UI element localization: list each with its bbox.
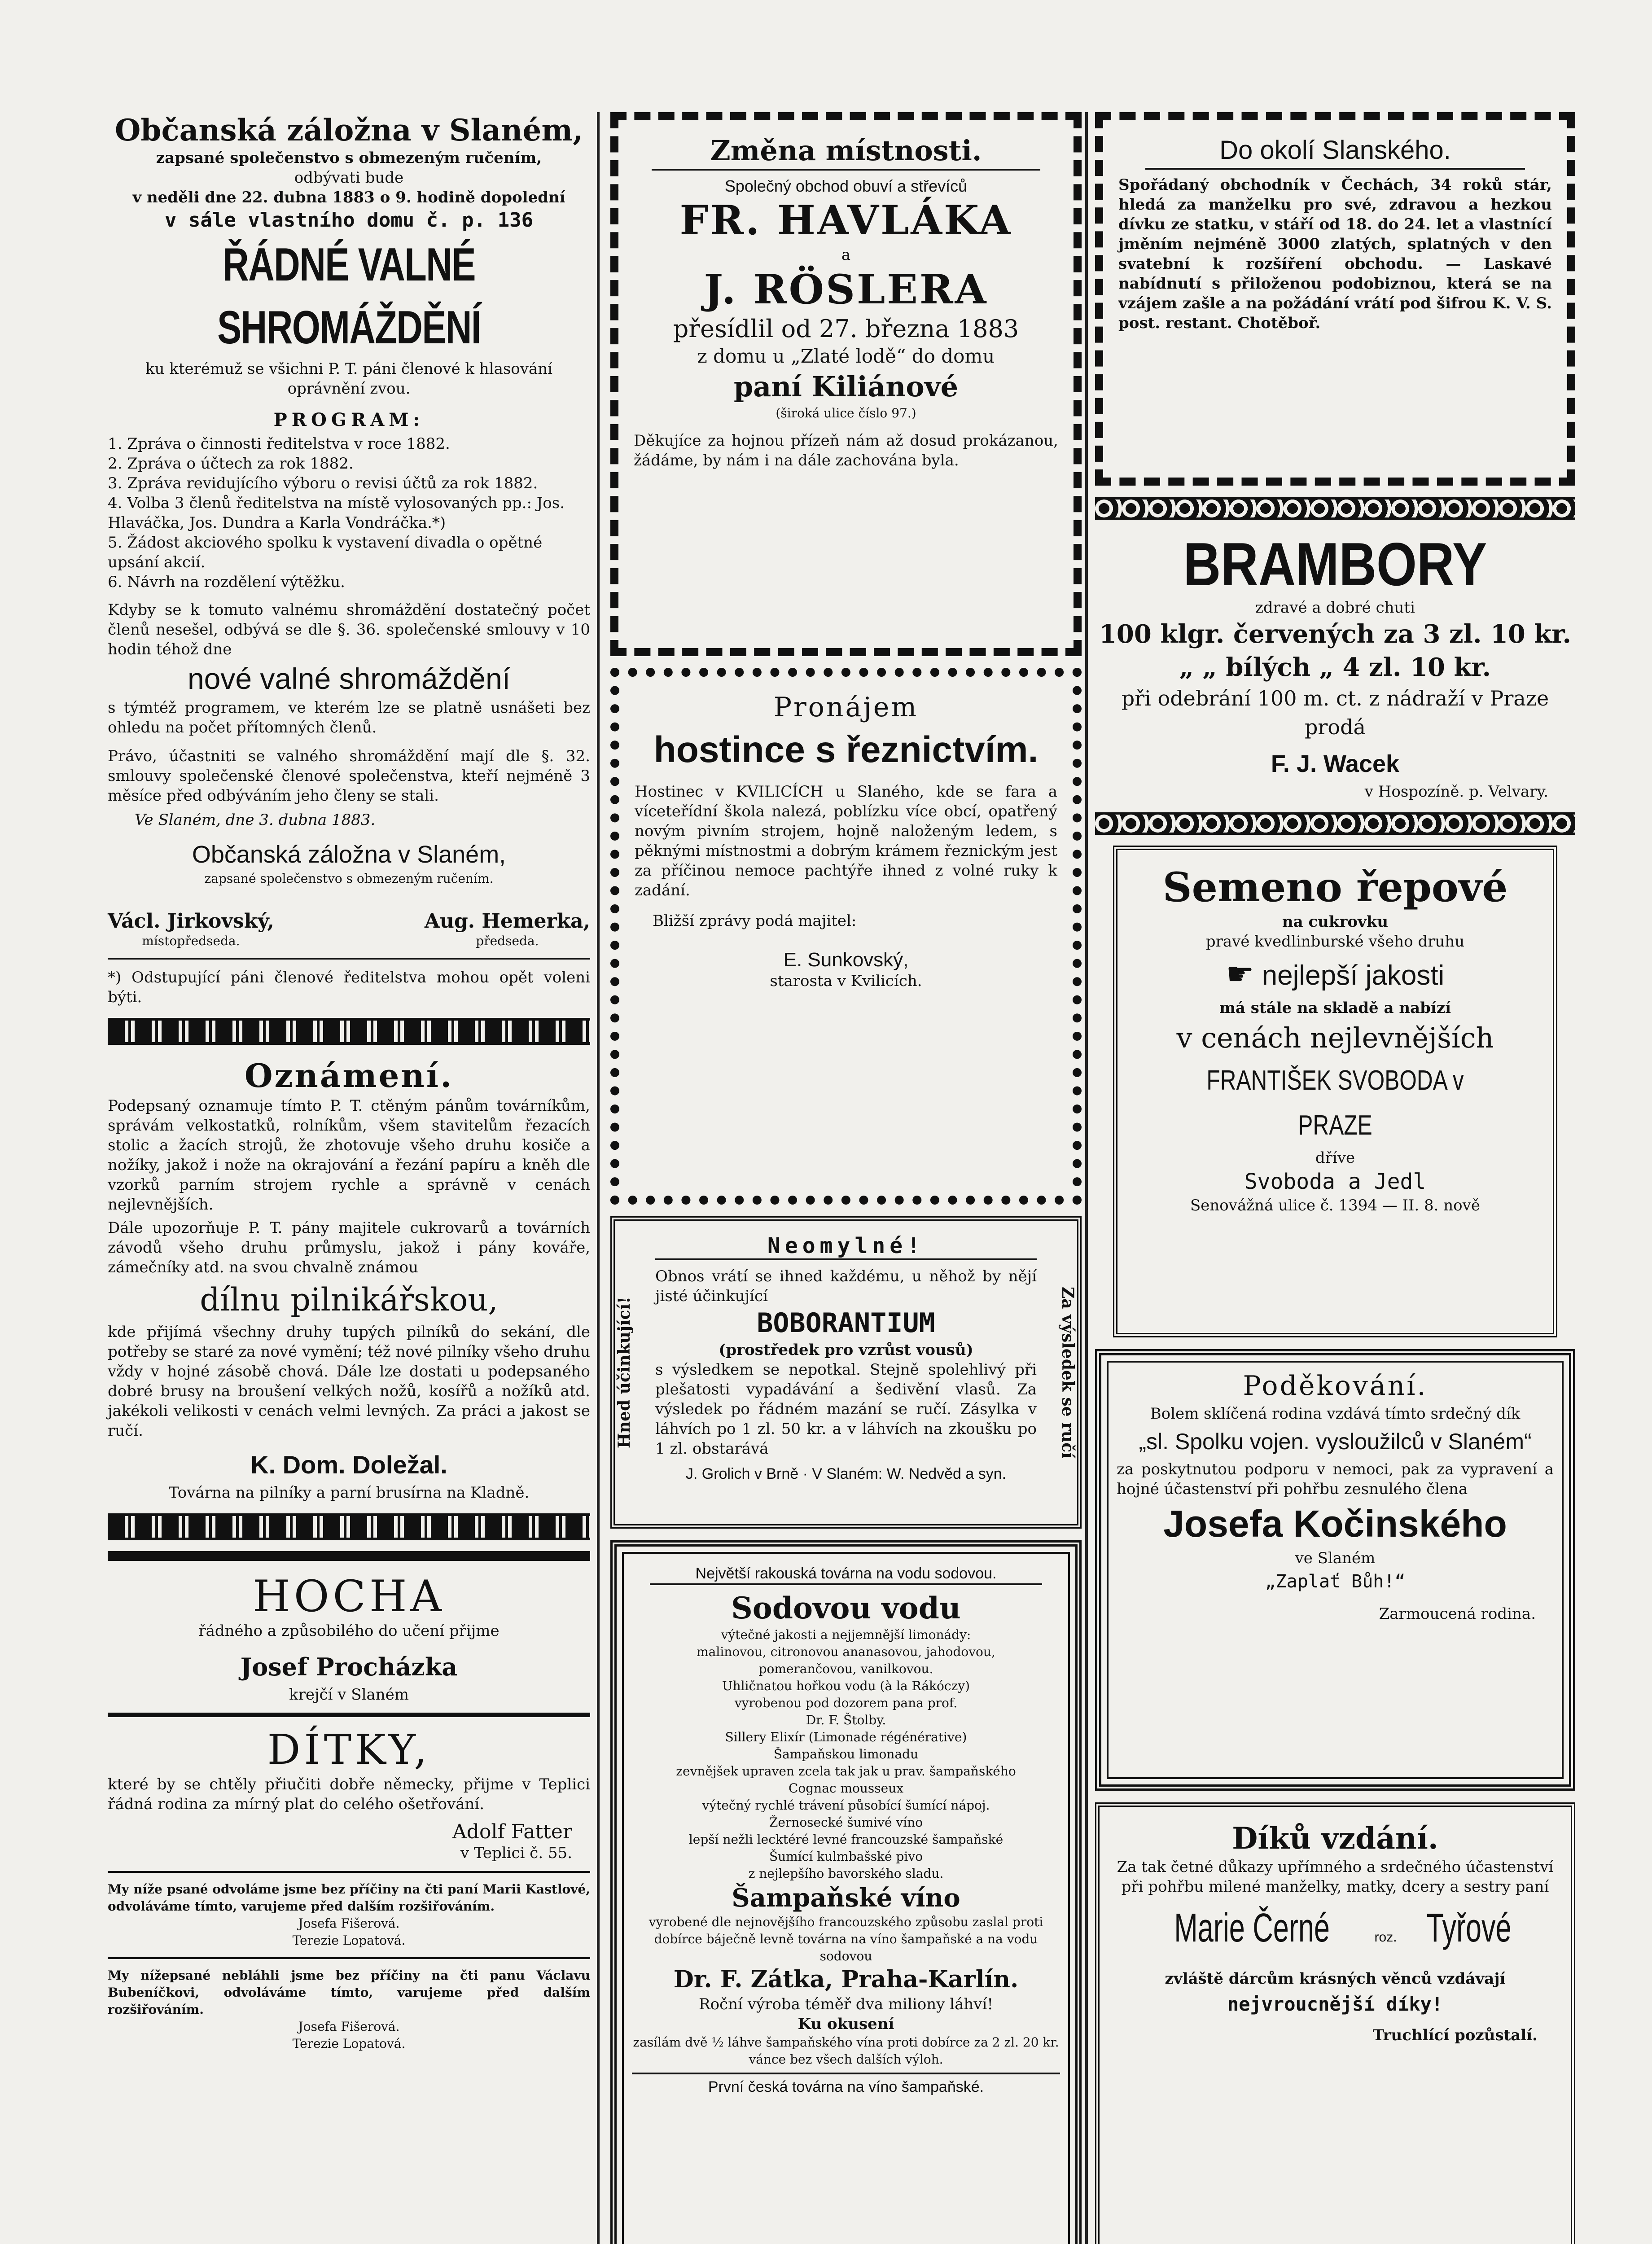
ad-society: „sl. Spolku vojen. vysloužilců v Slaném“ bbox=[1139, 1429, 1532, 1454]
ad-headline: nejvroucnější díky! bbox=[1227, 1993, 1443, 2015]
ad-place: ve Slaném bbox=[1295, 1549, 1376, 1567]
product-line: Uhličnatou hořkou vodu (à la Rákóczy) bbox=[722, 1679, 970, 1693]
product-line: pomerančovou, vanilkovou. bbox=[758, 1661, 933, 1676]
product-line: malinovou, citronovou ananasovou, jahodovou, bbox=[697, 1644, 995, 1659]
ad-name: J. RÖSLERA bbox=[704, 266, 988, 313]
notice-text: My níže psané odvoláme jsme bez příčiny na čti paní Marii Kastlové, odvoláváme tímto, varujeme před dalším rozšiřováním. bbox=[108, 1882, 590, 1914]
ad-text: kde přijímá všechny druhy tupých pilníků do sekání, dle potřeby se staré za nové vymění; též nové pilníky všeho druhu vždy v hojné zásobě chová. Dále lze dostati u podepsaného dobré brusy na broušení velkých nožů, kosířů a nožíků atd. jakékoli velikosti v cenách velmi levných. Za práci a jakost se ručí. bbox=[108, 1323, 590, 1440]
ad-text: zvláště dárcům krásných věnců vzdávají bbox=[1165, 1970, 1506, 1988]
signature-name: Terezie Lopatová. bbox=[292, 2036, 406, 2051]
ornament-border bbox=[108, 1513, 590, 1540]
notice-text: My nížepsané nebláhli jsme bez příčiny na čti panu Václavu Bubeníčkovi, odvoláváme tímto, varujeme před dalším rozšiřováním. bbox=[108, 1968, 590, 2017]
ad-name: K. Dom. Doležal. bbox=[250, 1451, 447, 1479]
notice-new-meeting: nové valné shromáždění bbox=[187, 662, 511, 695]
ad-subtitle: Ku okusení bbox=[798, 2015, 894, 2033]
oznameni-ad bbox=[108, 1056, 590, 1503]
program-item: 5. Žádost akciového spolku k vystavení divadla o opětné upsání akcií. bbox=[108, 534, 543, 571]
ad-text: za poskytnutou podporu v nemoci, pak za vypravení a hojné účastenství při pohřbu zesnulého člena bbox=[1117, 1460, 1554, 1498]
ad-address: (široká ulice číslo 97.) bbox=[776, 406, 916, 421]
program-item: 2. Zpráva o účtech za rok 1882. bbox=[108, 455, 354, 473]
okoli-ad bbox=[1095, 112, 1575, 486]
zmena-ad bbox=[610, 112, 1082, 656]
sodovka-ad bbox=[610, 1540, 1082, 2244]
ad-title: Poděkování. bbox=[1243, 1370, 1428, 1402]
ad-banner: Největší rakouská továrna na vodu sodovou. bbox=[650, 1564, 1042, 1585]
ad-address: krejčí v Slaném bbox=[289, 1686, 409, 1704]
ad-subtitle: Společný obchod obuví a střevíců bbox=[724, 177, 968, 195]
product-line: Žernosecké šumivé víno bbox=[769, 1815, 923, 1830]
ad-footer: První česká továrna na víno šampaňské. bbox=[632, 2073, 1060, 2097]
notice-headline: ŘÁDNÉ VALNÉ SHROMÁŽDĚNÍ bbox=[217, 239, 481, 354]
ad-address: v Teplici č. 55. bbox=[460, 1844, 572, 1862]
ornament-border bbox=[1095, 497, 1575, 520]
product-line: zevnějšek upraven zcela tak jak u prav. šampaňského bbox=[676, 1764, 1016, 1779]
ad-text: má stále na skladě a nabízí bbox=[1219, 999, 1451, 1017]
signature-name: Václ. Jirkovský, bbox=[108, 910, 274, 933]
notice-paragraph: Kdyby se k tomuto valnému shromáždění dostatečný počet členů nesešel, odbývá se dle §. 36. společenské smlouvy v 10 hodin téhož dne bbox=[108, 601, 590, 658]
notice-dateline: Ve Slaném, dne 3. dubna 1883. bbox=[135, 811, 376, 829]
ad-name: Tyřové bbox=[1426, 1906, 1512, 1950]
program-label: PROGRAM: bbox=[273, 409, 425, 430]
signature-name: Terezie Lopatová. bbox=[292, 1933, 406, 1948]
signature-title: Občanská záložna v Slaném, bbox=[192, 841, 506, 868]
notice-title: Občanská záložna v Slaném, bbox=[114, 113, 583, 148]
ad-title: Šampaňské víno bbox=[732, 1883, 960, 1913]
ad-name: Josef Procházka bbox=[240, 1652, 458, 1681]
program-item: 1. Zpráva o činnosti ředitelstva v roce 1882. bbox=[108, 435, 450, 453]
ad-text: roz. bbox=[1374, 1930, 1397, 1945]
ad-text: zasílám dvě ½ láhve šampaňského vína proti dobírce za 2 zl. 20 kr. vánce bez všech dalších výloh. bbox=[633, 2035, 1059, 2067]
ad-name: FRANTIŠEK SVOBODA v PRAZE bbox=[1206, 1065, 1464, 1141]
ad-title: BRAMBORY bbox=[1183, 530, 1487, 598]
ad-subtitle: (prostředek pro vzrůst vousů) bbox=[719, 1341, 973, 1359]
product-line: výtečné jakosti a nejjemnější limonády: bbox=[721, 1627, 971, 1642]
ad-motto: „Zaplať Bůh!“ bbox=[1265, 1571, 1406, 1592]
ad-name: E. Sunkovský, bbox=[783, 949, 909, 971]
ad-text: při odebrání 100 m. ct. z nádraží v Praze bbox=[1121, 686, 1549, 710]
assembly-notice bbox=[108, 112, 590, 1007]
price-line: 100 klgr. červených za 3 zl. 10 kr. bbox=[1099, 619, 1572, 649]
semeno-ad bbox=[1113, 846, 1557, 1337]
column-right bbox=[1095, 112, 1575, 2244]
ad-address: v Hospozíně. p. Velvary. bbox=[1364, 783, 1548, 801]
program-list bbox=[108, 434, 590, 592]
ad-name: FR. HAVLÁKA bbox=[679, 197, 1012, 244]
column-left bbox=[108, 112, 590, 2052]
column-rule bbox=[1085, 112, 1088, 2244]
ad-text: Děkujíce za hojnou přízeň nám až dosud prokázanou, žádáme, by nám i na dále zachována byla. bbox=[634, 432, 1058, 469]
program-item: 3. Zpráva revidujícího výboru o revisi účtů za rok 1882. bbox=[108, 474, 538, 492]
ad-text: Bolem sklíčená rodina vzdává tímto srdečný dík bbox=[1150, 1405, 1521, 1423]
ad-headline: hostince s řeznictvím. bbox=[653, 729, 1039, 770]
pronajem-ad bbox=[610, 668, 1082, 1205]
ad-firm: Svoboda a Jedl bbox=[1244, 1169, 1426, 1194]
ad-headline: dílnu pilnikářskou, bbox=[200, 1281, 498, 1318]
signature-name: Josefa Fišerová. bbox=[298, 1916, 400, 1931]
ad-text: Spořádaný obchodník v Čechách, 34 roků stár, hledá za manželku pro své, zdravou a hezkou dívku ze statku, v stáří od 18. do 24. let a vlastnící jměním nejméně 3000 zlatých, splatných v den svatební k rozšíření obchodu. — Laskavé nabídnutí s přiloženou podobiznou, která se na vzájem zašle a na požádání vrátí pod šifrou K. V. S. post. restant. Chotěboř. bbox=[1118, 176, 1552, 332]
ad-text: Obnos vrátí se ihned každému, u něhož by nějí jisté účinkující bbox=[655, 1267, 1037, 1305]
ad-text: řádného a způsobilého do učení přijme bbox=[198, 1622, 500, 1640]
ad-role: starosta v Kvilicích. bbox=[770, 972, 922, 990]
ad-product: BOBORANTIUM bbox=[757, 1307, 935, 1339]
ad-text: Podepsaný oznamuje tímto P. T. ctěným pánům továrníkům, správám velkostatků, rolníkům, všem stavitelům řezacích stolic a žacích strojů, že zhotovuje všeho druhu kosiče a nožíky, jakož i nože na okrajování a řezání papíru a kněh dle vzorků parním strojem rychle a správně v cenách nejlevnějších. bbox=[108, 1097, 590, 1214]
ad-text: s výsledkem se nepotkal. Stejně spolehlivý při plešatosti vypadávání a šedivění vlasů. Za výsledek po řádném mazání se ručí. Zásylka v láhvích po 1 zl. 50 kr. a v láhvích na zkoušku po 1 zl. obstarává bbox=[655, 1361, 1037, 1458]
ad-text: přesídlil od 27. března 1883 bbox=[673, 315, 1019, 343]
ad-text: Roční výroba téměř dva miliony láhví! bbox=[699, 1995, 993, 2013]
brambory-ad bbox=[1095, 530, 1575, 802]
ad-place: paní Kiliánové bbox=[733, 370, 959, 403]
apology-notice bbox=[108, 1881, 590, 1949]
boborantium-ad bbox=[610, 1216, 1082, 1529]
ad-signature: Zarmoucená rodina. bbox=[1379, 1605, 1536, 1623]
ad-name: Marie Černé bbox=[1174, 1906, 1330, 1950]
ad-name: Josefa Kočinského bbox=[1163, 1503, 1507, 1545]
signature-role: místopředseda. bbox=[142, 934, 240, 948]
ad-title: Pronájem bbox=[773, 692, 919, 723]
rule bbox=[108, 1551, 590, 1561]
ad-headline: v cenách nejlevnějších bbox=[1176, 1021, 1494, 1054]
ad-title: Semeno řepové bbox=[1162, 863, 1508, 911]
column-middle bbox=[610, 112, 1082, 2244]
notice-text: odbývati bude bbox=[294, 169, 404, 187]
program-item: 6. Návrh na rozdělení výtěžku. bbox=[108, 573, 345, 591]
notice-paragraph: Právo, účastniti se valného shromáždění mají dle §. 32. smlouvy společenské členové společenstva, kteří nejméně 3 měsíce před odbýváním jeho členy se stali. bbox=[108, 747, 590, 805]
signature-name: Josefa Fišerová. bbox=[298, 2019, 400, 2034]
ad-text: Za tak četné důkazy upřímného a srdečného účastenství při pohřbu milené manželky, matky, dcery a sestry paní bbox=[1117, 1858, 1554, 1896]
notice-subtitle: zapsané společenstvo s obmezeným ručením, bbox=[156, 149, 542, 167]
ad-text: vyrobené dle nejnovějšího francouzského způsobu zaslal proti dobírce báječně levně továrna na víno šampaňské a na vodu sodovou bbox=[649, 1915, 1043, 1964]
ad-address: Továrna na pilníky a parní brusírna na Kladně. bbox=[168, 1484, 530, 1502]
footnote: *) Odstupující páni členové ředitelstva mohou opět voleni býti. bbox=[108, 969, 590, 1006]
ad-text: prodá bbox=[1304, 715, 1366, 739]
product-list bbox=[632, 1626, 1060, 1882]
signature-role: předseda. bbox=[476, 934, 539, 948]
product-line: Cognac mousseux bbox=[788, 1781, 904, 1796]
product-line: Sillery Elixír (Limonade régénérative) bbox=[725, 1730, 967, 1744]
product-line: Šumící kulmbašské pivo bbox=[769, 1849, 923, 1864]
ad-banner: Neomylné! bbox=[655, 1233, 1037, 1260]
ad-title: Do okolí Slanského. bbox=[1145, 133, 1525, 170]
side-text: Hned účinkující! bbox=[615, 1297, 634, 1448]
diky-ad bbox=[1095, 1802, 1575, 2244]
ad-text: a bbox=[841, 246, 851, 264]
ad-title: Sodovou vodu bbox=[731, 1591, 961, 1626]
ad-text: Dále upozorňuje P. T. pány majitele cukrovarů a továrních závodů všeho druhu průmyslu, jakož i pány kováře, zámečníky atd. na svou chvalně známou bbox=[108, 1219, 590, 1276]
ad-text: Bližší zprávy podá majitel: bbox=[653, 912, 857, 930]
notice-date: v neděli dne 22. dubna 1883 o 9. hodině dopolední bbox=[132, 188, 565, 206]
pointing-hand-icon: ☛ bbox=[1226, 956, 1254, 991]
ad-name: Dr. F. Zátka, Praha-Karlín. bbox=[673, 1966, 1019, 1993]
ad-title: Díků vzdání. bbox=[1232, 1821, 1438, 1856]
product-line: z nejlepšího bavorského sladu. bbox=[748, 1866, 944, 1881]
program-item: 4. Volba 3 členů ředitelstva na místě vylosovaných pp.: Jos. Hlaváčka, Jos. Dundra a Karla Vondráčka.*) bbox=[108, 494, 565, 532]
notice-venue: v sále vlastního domu č. p. 136 bbox=[164, 209, 534, 232]
signature-name: Aug. Hemerka, bbox=[424, 910, 590, 933]
ad-sellers: J. Grolich v Brně · V Slaném: W. Nedvěd a syn. bbox=[685, 1465, 1007, 1482]
product-line: výtečný rychlé trávení působící šumící nápoj. bbox=[702, 1798, 990, 1813]
ad-title: Oznámení. bbox=[244, 1056, 454, 1095]
product-line: vyrobenou pod dozorem pana prof. bbox=[734, 1696, 958, 1710]
ad-text: Hostinec v KVILICÍCH u Slaného, kde se fara a víceteřídní škola nalezá, poblízku více obcí, opatřený novým pivním strojem, hojně naloženým ledem, s pěknými místnostmi a dobrým krámem řeznickým jest za příčinou nemoce pachtýře ihned z volné ruky k zadání. bbox=[635, 783, 1057, 899]
ditky-ad bbox=[108, 1725, 590, 1863]
podekovani-ad bbox=[1095, 1349, 1575, 1791]
side-text: Za výsledek se ručí bbox=[1058, 1286, 1077, 1459]
deceased-name bbox=[1115, 1897, 1556, 1969]
ad-name: F. J. Wacek bbox=[1271, 750, 1400, 777]
column-rule bbox=[597, 112, 600, 2244]
ad-text: z domu u „Zlaté lodě“ do domu bbox=[697, 345, 995, 367]
ad-text: pravé kvedlinburské všeho druhu bbox=[1205, 933, 1465, 951]
notice-paragraph: s týmtéž programem, ve kterém lze se platně usnášeti bez ohledu na počet přítomných členů. bbox=[108, 699, 590, 736]
ad-title: Změna místnosti. bbox=[652, 133, 1040, 171]
ad-subtitle: zdravé a dobré chuti bbox=[1255, 599, 1415, 617]
ornament-border bbox=[108, 1018, 590, 1045]
product-line: Šampaňskou limonadu bbox=[773, 1747, 919, 1762]
notice-intro: ku kterémuž se všichni P. T. páni členové k hlasování oprávnění zvou. bbox=[145, 360, 553, 398]
ad-name: Adolf Fatter bbox=[452, 1820, 572, 1843]
hocha-ad bbox=[108, 1572, 590, 1705]
ad-signature: Truchlící pozůstalí. bbox=[1372, 2026, 1538, 2044]
quality-line bbox=[1133, 951, 1538, 998]
ad-text: které by se chtěly přiučiti dobře německy, přijme v Teplici řádná rodina za mírný plat do celého ošetřování. bbox=[108, 1775, 590, 1813]
ad-subtitle: na cukrovku bbox=[1282, 913, 1389, 931]
product-line: Dr. F. Štolby. bbox=[806, 1713, 886, 1727]
ad-address: Senovážná ulice č. 1394 — II. 8. nově bbox=[1190, 1197, 1480, 1214]
ad-highlight: nejlepší jakosti bbox=[1262, 960, 1445, 991]
price-line: „ „ bílých „ 4 zl. 10 kr. bbox=[1179, 653, 1491, 682]
ornament-border bbox=[1095, 812, 1575, 835]
apology-notice bbox=[108, 1967, 590, 2052]
ad-title: DÍTKY, bbox=[267, 1726, 431, 1774]
product-line: lepší nežli lecktéré levné francouzské šampaňské bbox=[688, 1832, 1003, 1847]
ad-text: dříve bbox=[1315, 1149, 1355, 1167]
signature-subtitle: zapsané společenstvo s obmezeným ručením. bbox=[204, 871, 494, 886]
ad-title: HOCHA bbox=[253, 1571, 445, 1622]
